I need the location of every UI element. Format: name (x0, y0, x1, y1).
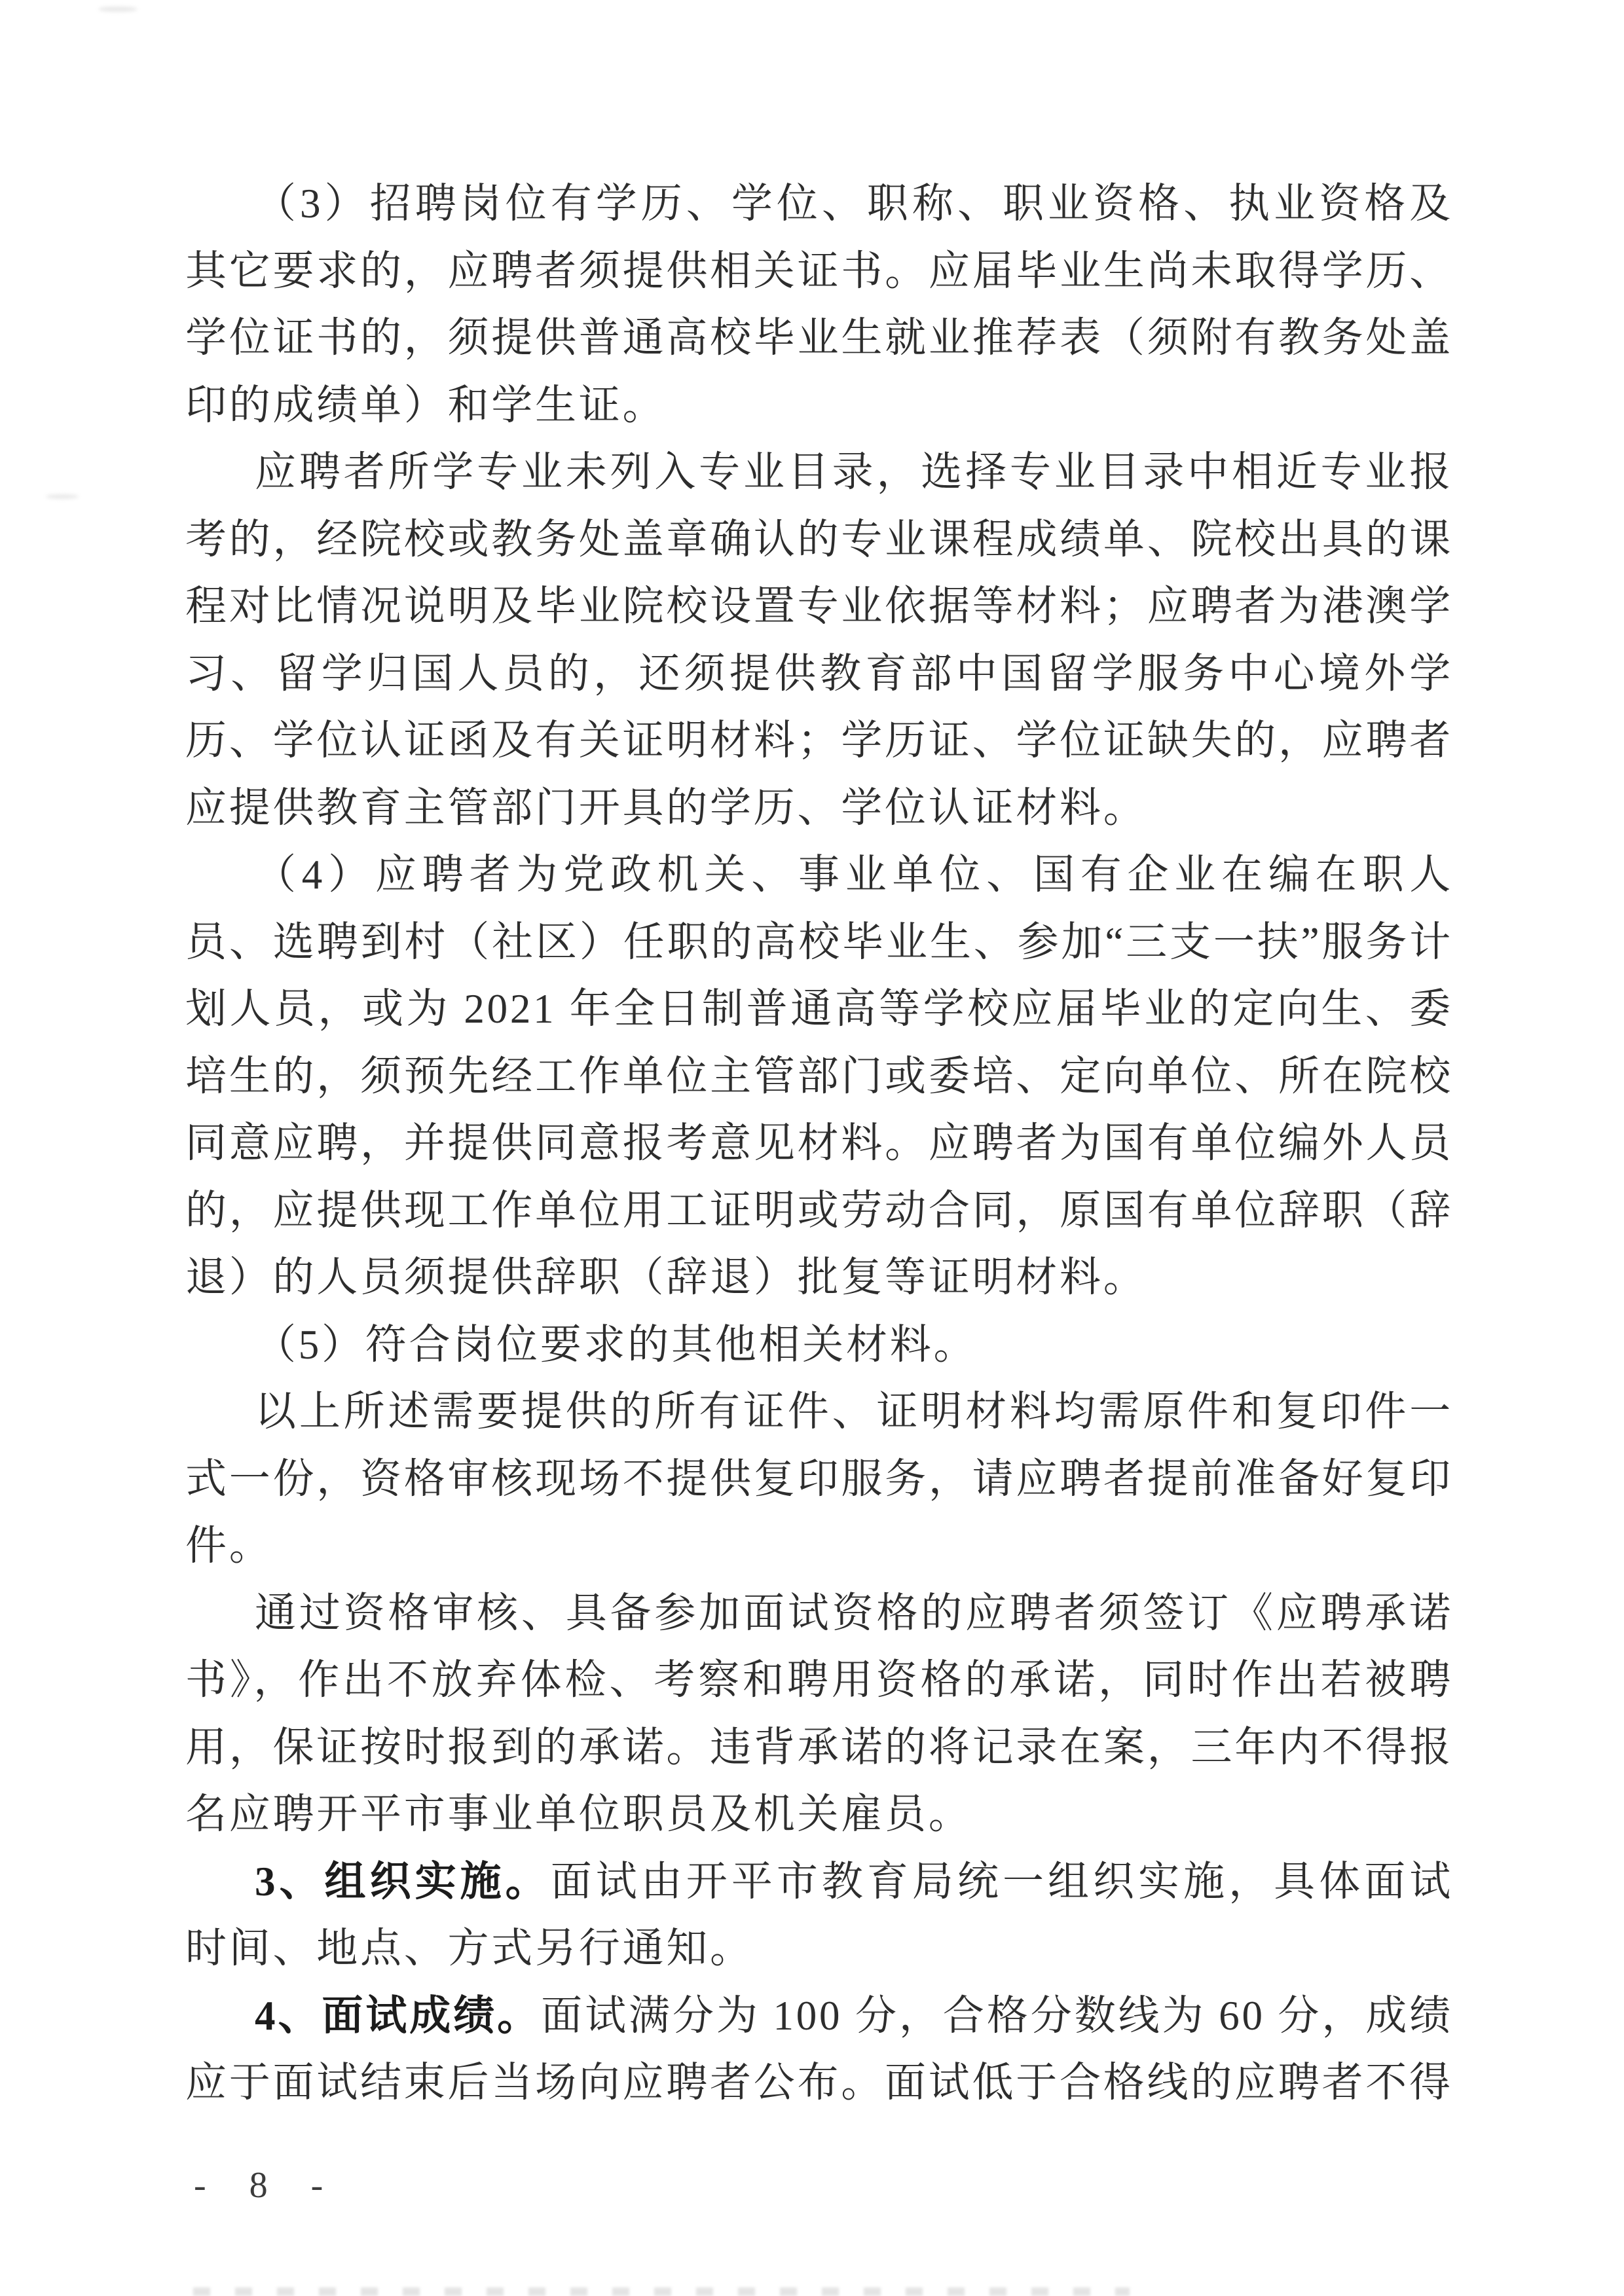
paragraph: 以上所述需要提供的所有证件、证明材料均需原件和复印件一式一份，资格审核现场不提供复印服务，请应聘者提前准备好复印件。 (185, 1389, 1453, 1569)
paragraph: 通过资格审核、具备参加面试资格的应聘者须签订《应聘承诺书》，作出不放弃体检、考察和聘用资格的承诺，同时作出若被聘用，保证按时报到的承诺。违背承诺的将记录在案，三年内不得报名应聘开平市事业单位职员及机关雇员。 (185, 1590, 1453, 1837)
paragraph: （5）符合岗位要求的其他相关材料。 (255, 1321, 978, 1368)
paragraph-text: 面试由开平市教育局统一组织实施，具体面试时间、地点、方式另行通知。 (185, 1858, 1454, 1971)
next-page-bleed-artifact (193, 2287, 1130, 2296)
scan-smudge-artifact (46, 494, 79, 499)
paragraph-text: 面试满分为 100 分，合格分数线为 60 分，成绩应于面试结束后当场向应聘者公布。面试低于合格线的应聘者不得 (185, 1992, 1454, 2105)
paragraph: 应聘者所学专业未列入专业目录，选择专业目录中相近专业报考的，经院校或教务处盖章确认的专业课程成绩单、院校出具的课程对比情况说明及毕业院校设置专业依据等材料；应聘者为港澳学习、留学归国人员的，还须提供教育部中国留学服务中心境外学历、学位认证函及有关证明材料；学历证、学位证缺失的，应聘者应提供教育主管部门开具的学历、学位认证材料。 (185, 449, 1453, 831)
paragraph: （4）应聘者为党政机关、事业单位、国有企业在编在职人员、选聘到村（社区）任职的高校毕业生、参加“三支一扶”服务计划人员，或为 2021 年全日制普通高等学校应届毕业的定向生、委培生的，须预先经工作单位主管部门或委培、定向单位、所在院校同意应聘，并提供同意报考意见材料。应聘者为国有单位编外人员的，应提供现工作单位用工证明或劳动合同，原国有单位辞职（辞退）的人员须提供辞职（辞退）批复等证明材料。 (185, 852, 1453, 1300)
paragraph: （3）招聘岗位有学历、学位、职称、职业资格、执业资格及其它要求的，应聘者须提供相关证书。应届毕业生尚未取得学历、学位证书的，须提供普通高校毕业生就业推荐表（须附有教务处盖印的成绩单）和学生证。 (185, 181, 1453, 428)
numbered-heading: 4、面试成绩。 (255, 1992, 542, 2039)
page-number: - 8 - (194, 2165, 341, 2206)
paragraph (185, 1848, 1453, 1982)
numbered-heading: 3、组织实施。 (255, 1858, 551, 1904)
scan-smudge-artifact (98, 7, 138, 12)
paragraph (185, 1982, 1453, 2117)
document-body (185, 170, 1453, 2117)
